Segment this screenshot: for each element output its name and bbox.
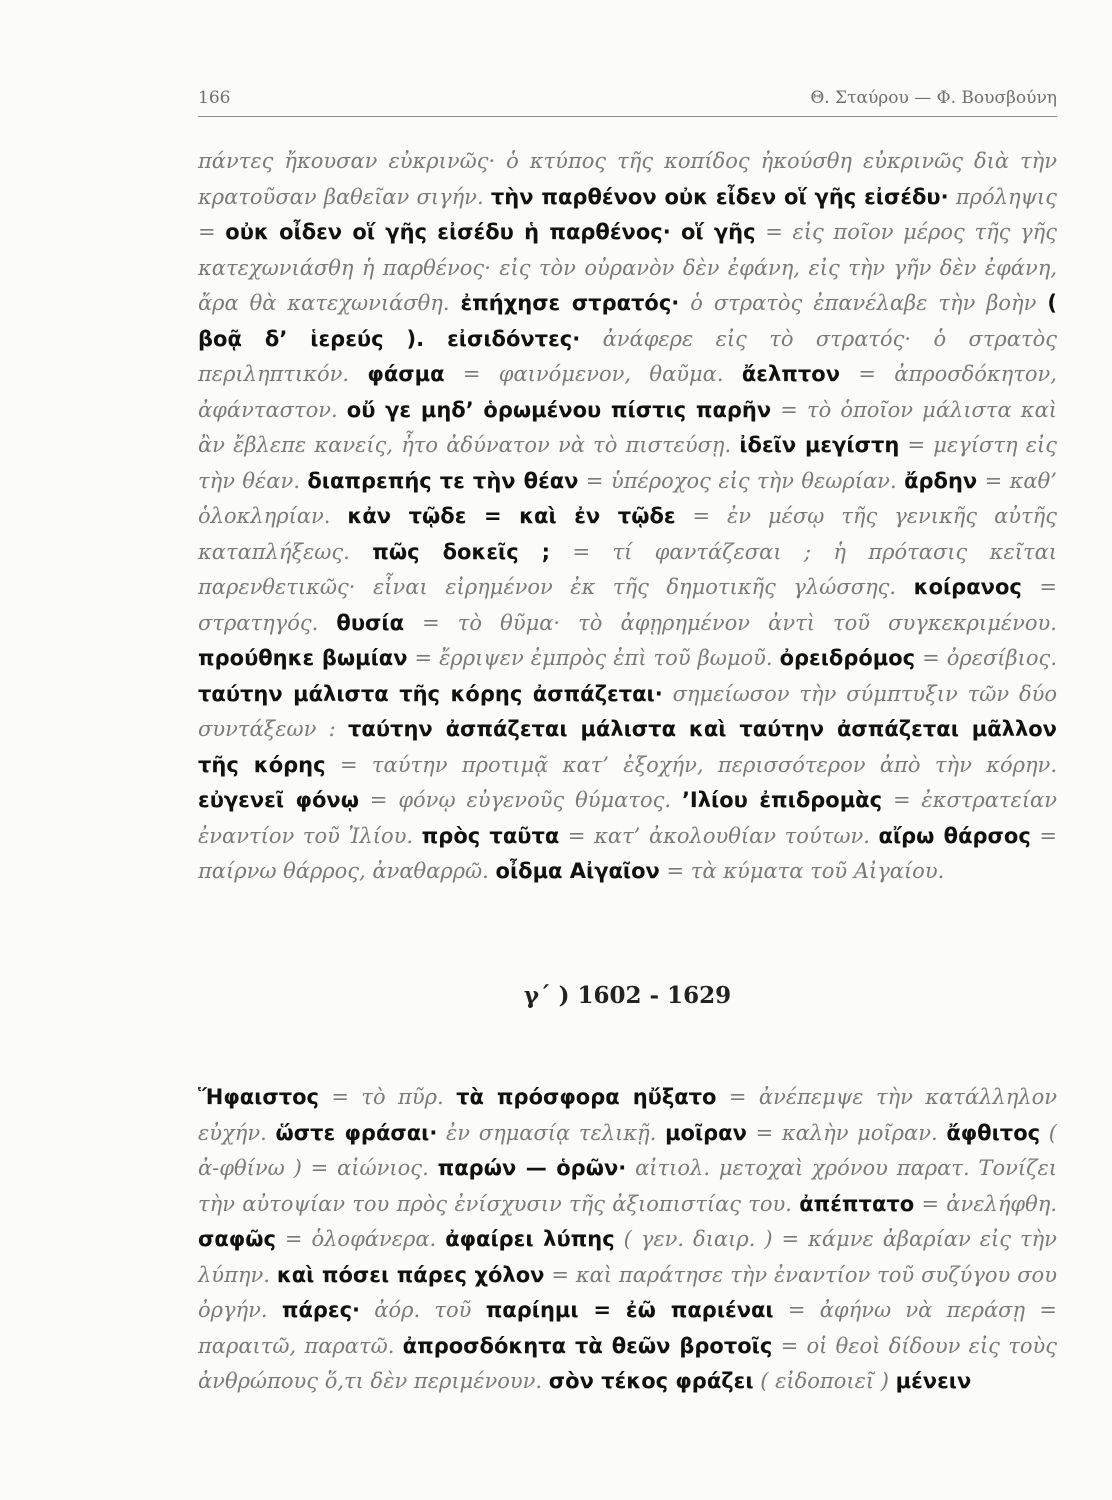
gloss-text: = ἀπροσδόκητον, ἀφάνταστον.	[198, 362, 1057, 422]
lemma-text: παρίημι = ἐῶ παριέναι	[485, 1298, 774, 1322]
gloss-text: = ἀνέπεμψε τὴν κατάλληλον εὐχήν.	[198, 1085, 1057, 1145]
lemma-text: ὀρειδρόμος	[779, 646, 916, 670]
lemma-text: σὸν τέκος φράζει	[548, 1369, 754, 1393]
lemma-text: προύθηκε βωμίαν	[198, 646, 408, 670]
commentary-paragraph-1	[198, 144, 1057, 890]
gloss-text: = ὀρεσίβιος.	[922, 646, 1057, 670]
lemma-text: ἄφθιτος	[946, 1120, 1041, 1145]
lemma-text: παρών — ὁρῶν·	[437, 1156, 627, 1180]
lemma-text: αἴρω θάρσος	[878, 823, 1031, 848]
lemma-text: οὐκ οἶδεν οἵ γῆς εἰσέδυ ἡ παρθένος· οἵ γῆς	[225, 220, 756, 244]
commentary-block-2	[198, 1080, 1057, 1400]
gloss-text: = στρατηγός.	[198, 575, 1057, 635]
gloss-text: ( ἀ-φθίνω ) = αἰώνιος.	[198, 1120, 1057, 1180]
lemma-text: ἐπήχησε στρατός·	[460, 291, 680, 315]
page-number: 166	[198, 88, 231, 108]
gloss-text: = ἔρριψεν ἐμπρὸς ἐπὶ τοῦ βωμοῦ.	[414, 646, 773, 670]
lemma-text: θυσία	[336, 610, 404, 635]
gloss-text: = καὶ παράτησε τὴν ἐναντίον τοῦ συζύγου σου ὀργήν.	[198, 1262, 1057, 1322]
lemma-text: ἄελπτον	[741, 362, 841, 386]
lemma-text: εὐγενεῖ φόνῳ	[198, 788, 359, 812]
gloss-text: = οἱ θεοὶ δίδουν εἰς τοὺς ἀνθρώπους ὅ,τι δὲν περιμένουν.	[198, 1333, 1058, 1393]
gloss-text: = καθ’ ὁλοκληρίαν.	[198, 468, 1057, 528]
gloss-text: ἀόρ. τοῦ	[374, 1298, 472, 1322]
lemma-text: τὰ πρόσφορα ηὔξατο	[456, 1085, 717, 1109]
gloss-text: ἐν σημασίᾳ τελικῇ.	[446, 1120, 657, 1145]
gloss-text: ( γεν. διαιρ. ) = κάμνε ἀβαρίαν εἰς τὴν λύπην.	[198, 1227, 1057, 1287]
lemma-text: ( βοᾷ δ’ ἱερεύς ). εἰσιδόντες·	[198, 291, 1057, 351]
gloss-text: = τὰ κύματα τοῦ Αἰγαίου.	[666, 859, 945, 883]
gloss-text: = τὸ θῦμα· τὸ ἀφῃρημένον ἀντὶ τοῦ συγκεκριμένου.	[422, 610, 1057, 635]
gloss-text: = τί φαντάζεσαι ; ἡ πρότασις κεῖται παρενθετικῶς· εἶναι εἰρημένον ἐκ τῆς δημοτικῆς γλώσσης.	[198, 539, 1057, 599]
lemma-text: κἀν τῷδε = καὶ ἐν τῷδε	[347, 504, 676, 528]
gloss-text: = ὁλοφάνερα.	[284, 1227, 437, 1251]
lemma-text: διαπρεπής τε τὴν θέαν	[307, 468, 579, 493]
gloss-text: = παίρνω θάρρος, ἀναθαρρῶ.	[198, 823, 1057, 883]
lemma-text: πρὸς ταῦτα	[421, 823, 560, 848]
gloss-text: ἀνάφερε εἰς τὸ στρατός· ὁ στρατὸς περιληπτικόν.	[198, 326, 1057, 386]
lemma-text: κοίρανος	[913, 575, 1022, 599]
lemma-text: μένειν	[895, 1369, 972, 1393]
lemma-text: ταύτην μάλιστα τῆς κόρης ἀσπάζεται·	[198, 681, 663, 706]
page-header	[198, 84, 1057, 117]
lemma-text: πῶς δοκεῖς ;	[372, 539, 551, 564]
running-title: Θ. Σταύρου — Φ. Βουσβούνη	[810, 88, 1057, 108]
gloss-text: = ἐκστρατείαν ἐναντίον τοῦ Ἰλίου.	[198, 788, 1057, 848]
gloss-text: = καλὴν μοῖραν.	[755, 1120, 938, 1145]
lemma-text: ἀφαίρει λύπης	[445, 1227, 615, 1251]
lemma-text: ἀπέπτατο	[799, 1191, 915, 1216]
lemma-text: ’Ιλίου ἐπιδρομὰς	[681, 788, 883, 812]
gloss-text: = εἰς ποῖον μέρος τῆς γῆς κατεχωνιάσθη ἡ παρθένος· εἰς τὸν οὐρανὸν δὲν ἐφάνη, εἰς τὴν γῆν δὲν ἐφάνη, ἄρα θὰ κατεχωνιάσθη.	[198, 220, 1057, 315]
lemma-text: ἀπροσδόκητα τὰ θεῶν βροτοῖς	[402, 1333, 773, 1358]
commentary-block-1	[198, 144, 1057, 890]
gloss-text: = μεγίστη εἰς τὴν θέαν.	[198, 433, 1057, 493]
gloss-text: = τὸ πῦρ.	[331, 1085, 444, 1109]
gloss-text: αἰτιολ. μετοχαὶ χρόνου παρατ. Τονίζει τὴν αὐτοψίαν του πρὸς ἐνίσχυσιν τῆς ἀξιοπιστίας του.	[198, 1156, 1058, 1216]
lemma-text: οὔ γε μηδ’ ὁρωμένου πίστις παρῆν	[346, 397, 772, 422]
gloss-text: = ταύτην προτιμᾷ κατ’ ἐξοχήν, περισσότερον ἀπὸ τὴν κόρην.	[339, 752, 1057, 777]
lemma-text: μοῖραν	[665, 1120, 747, 1145]
gloss-text: = τὸ ὁποῖον μάλιστα καὶ ἂν ἔβλεπε κανείς, ἦτο ἀδύνατον νὰ τὸ πιστεύσῃ.	[198, 397, 1057, 457]
gloss-text: = κατ’ ἀκολουθίαν τούτων.	[567, 823, 870, 848]
gloss-text: = φαινόμενον, θαῦμα.	[462, 362, 724, 386]
lemma-text: πάρες·	[281, 1298, 361, 1322]
lemma-text: φάσμα	[367, 362, 445, 386]
gloss-text: πρόληψις =	[198, 184, 1057, 244]
gloss-text: = ἐν μέσῳ τῆς γενικῆς αὐτῆς καταπλήξεως.	[198, 504, 1057, 564]
gloss-text: πάντες ἤκουσαν εὐκρινῶς· ὁ κτύπος τῆς κοπίδος ἠκούσθη εὐκρινῶς διὰ τὴν κρατοῦσαν βαθεῖαν σιγήν.	[198, 149, 1057, 209]
lemma-text: ἰδεῖν μεγίστη	[739, 433, 900, 457]
gloss-text: ὁ στρατὸς ἐπανέλαβε τὴν βοὴν	[690, 291, 1037, 315]
gloss-text: = ἀφήνω νὰ περάσῃ = παραιτῶ, παρατῶ.	[198, 1298, 1057, 1358]
lemma-text: τὴν παρθένον οὐκ εἶδεν οἵ γῆς εἰσέδυ·	[490, 184, 949, 209]
lemma-text: ἄρδην	[904, 468, 978, 493]
gloss-text: = ὑπέροχος εἰς τὴν θεωρίαν.	[585, 468, 897, 493]
section-heading: γ΄ ) 1602 - 1629	[523, 982, 732, 1009]
gloss-text: = ἀνελήφθη.	[921, 1191, 1057, 1216]
gloss-text: = φόνῳ εὐγενοῦς θύματος.	[369, 788, 672, 812]
lemma-text: ταύτην ἀσπάζεται μάλιστα καὶ ταύτην ἀσπάζεται μᾶλλον τῆς κόρης	[198, 717, 1057, 777]
lemma-text: Ἥφαιστος	[198, 1085, 319, 1109]
commentary-paragraph-2	[198, 1080, 1057, 1400]
lemma-text: σαφῶς	[198, 1227, 276, 1251]
gloss-text: ( εἰδοποιεῖ )	[760, 1369, 889, 1393]
lemma-text: οἶδμα Αἰγαῖον	[495, 859, 660, 883]
gloss-text: σημείωσον τὴν σύμπτυξιν τῶν δύο συντάξεων :	[198, 681, 1057, 741]
lemma-text: ὥστε φράσαι·	[275, 1120, 438, 1145]
lemma-text: καὶ πόσει πάρες χόλον	[276, 1262, 545, 1287]
